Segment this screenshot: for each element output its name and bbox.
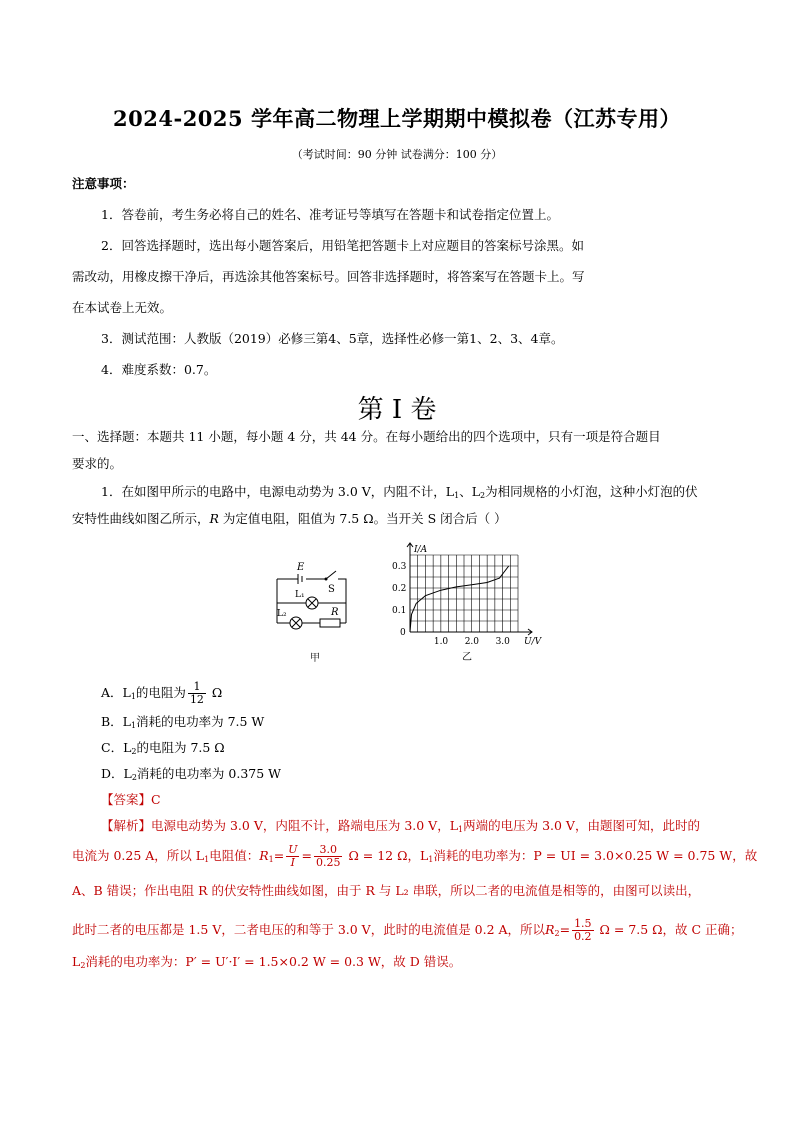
question-1-stem-line-2: 安特性曲线如图乙所示，R 为定值电阻，阻值为 7.5 Ω。当开关 S 闭合后（ ） — [72, 511, 507, 526]
y-tick-label: 0.3 — [392, 562, 407, 572]
label-l1: L₁ — [295, 590, 305, 600]
notice-4: 4．难度系数：0.7。 — [101, 362, 217, 377]
page-title: 2024-2025 学年高二物理上学期期中模拟卷（江苏专用） — [113, 106, 681, 131]
explanation-line-4: 此时二者的电压都是 1.5 V，二者电压的和等于 3.0 V，此时的电流值是 0.2 A，所以$R_2=$ $\frac{1.5}{0.2}$ Ω = 7.5 Ω，故 C 正确； — [72, 917, 743, 943]
caption-jia: 甲 — [310, 653, 320, 664]
y-tick-label: 0.2 — [392, 584, 407, 594]
notice-2-line-2: 需改动，用橡皮擦干净后，再选涂其他答案标号。回答非选择题时，将答案写在答题卡上。写 — [72, 269, 585, 284]
x-tick-label: 3.0 — [495, 637, 510, 647]
fraction-15-over-02: $\frac{1.5}{0.2}$ — [574, 917, 592, 943]
caption-yi: 乙 — [462, 652, 472, 663]
notice-3: 3．测试范围：人教版（2019）必修三第4、5章，选择性必修一第1、2、3、4章。 — [101, 331, 564, 346]
lamp-l1-cross — [308, 599, 316, 607]
label-r: R — [331, 607, 339, 618]
resistor-r — [320, 619, 340, 627]
option-d: D．$L_2$消耗的电功率为 0.375 W — [101, 766, 282, 782]
switch-contact — [325, 578, 328, 581]
y-axis — [407, 543, 413, 632]
label-s: S — [328, 584, 335, 595]
notice-heading: 注意事项： — [72, 176, 135, 191]
switch-blade — [326, 571, 336, 579]
part1-instructions-line-2: 要求的。 — [72, 456, 123, 471]
option-c: C．$L_2$的电阻为 7.5 Ω — [101, 740, 225, 756]
section-title: 第 I 卷 — [357, 395, 437, 425]
x-axis-label: U/V — [524, 637, 542, 647]
option-b: B．$L_1$消耗的电功率为 7.5 W — [101, 714, 265, 730]
notice-1: 1．答卷前，考生务必将自己的姓名、准考证号等填写在答题卡和试卷指定位置上。 — [101, 207, 559, 222]
label-l2: L₂ — [277, 609, 287, 619]
option-a: A．$L_1$的电阻为 $\frac{1}{12}$ Ω — [101, 680, 223, 706]
answer-label: 【答案】C — [101, 792, 161, 807]
explanation-line-2: 电流为 0.25 A，所以 $L_1$电阻值：$R_1=$ $\frac{U}{I}$ = $\frac{3.0}{0.25}$ Ω = 12 Ω，$L_1$消耗的电功率为：P = UI = 3.0×0.25 W = 0.75 W，故 — [72, 843, 758, 869]
explanation-line-5: $L_2$消耗的电功率为：P′ = U′·I′ = 1.5×0.2 W = 0.3 W，故 D 错误。 — [72, 954, 462, 970]
part1-instructions-line-1: 一、选择题：本题共 11 小题，每小题 4 分，共 44 分。在每小题给出的四个选项中，只有一项是符合题目 — [72, 429, 661, 444]
iu-chart — [370, 535, 550, 665]
question-1-stem-line-1: 1．在如图甲所示的电路中，电源电动势为 3.0 V，内阻不计，$L_1$、$L_2$为相同规格的小灯泡，这种小灯泡的伏 — [101, 484, 698, 500]
circuit-diagram — [270, 555, 365, 665]
explanation-line-3: A、B 错误；作出电阻 R 的伏安特性曲线如图，由于 R 与 L₂ 串联，所以二者的电流值是相等的，由图可以读出， — [72, 883, 701, 898]
notice-2-line-3: 在本试卷上无效。 — [72, 300, 173, 315]
fraction-u-over-i: $\frac{U}{I}$ — [288, 843, 298, 869]
label-e: E — [297, 562, 305, 573]
y-axis-label: I/A — [414, 545, 428, 555]
x-tick-label: 2.0 — [464, 637, 480, 647]
exam-info: （考试时间：90 分钟 试卷满分：100 分） — [291, 148, 503, 161]
x-tick-label: 1.0 — [433, 637, 449, 647]
explanation-line-1: 【解析】电源电动势为 3.0 V，内阻不计，路端电压为 3.0 V，$L_1$两端的电压为 3.0 V，由题图可知，此时的 — [101, 818, 700, 834]
notice-2-line-1: 2．回答选择题时，选出每小题答案后，用铅笔把答题卡上对应题目的答案标号涂黑。如 — [101, 238, 584, 253]
lamp-l2-cross — [292, 619, 300, 627]
fraction-1-12: $\frac{1}{12}$ — [189, 680, 204, 706]
fraction-3-over-025: $\frac{3.0}{0.25}$ — [315, 843, 341, 869]
x-axis — [410, 629, 532, 635]
origin-label: 0 — [400, 628, 406, 638]
y-tick-label: 0.1 — [392, 606, 407, 616]
